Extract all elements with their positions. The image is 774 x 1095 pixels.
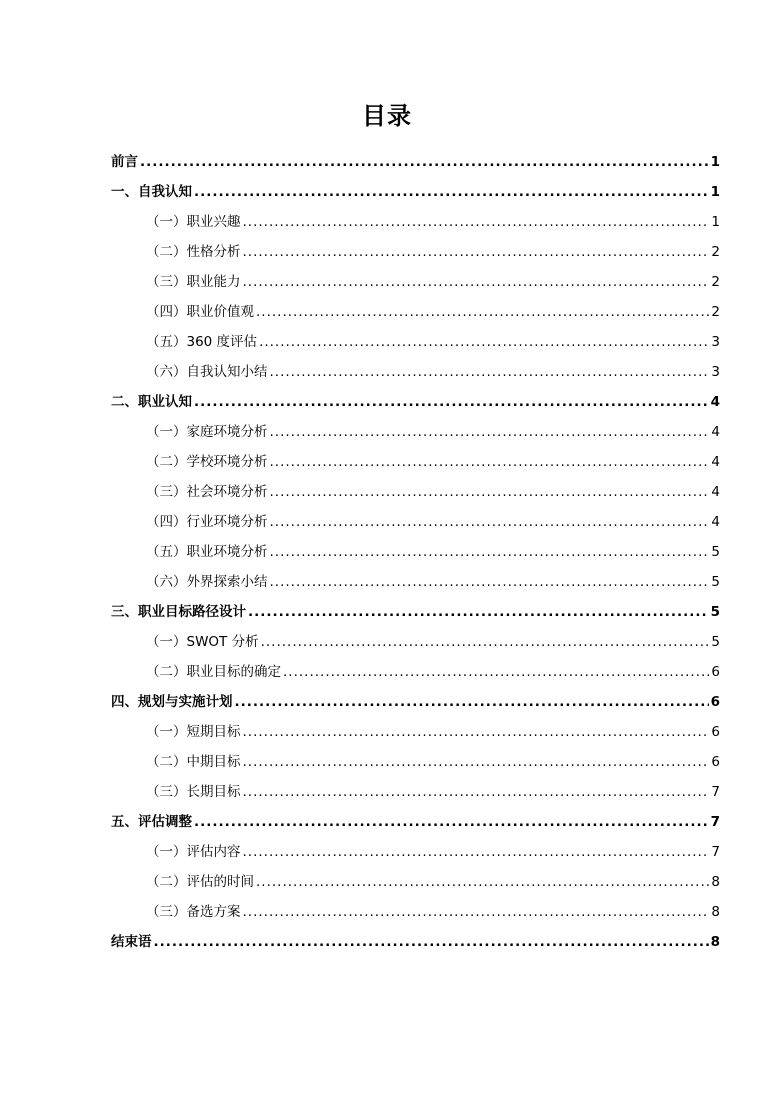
toc-subsection-entry[interactable]: [111, 862, 720, 892]
toc-entry-label: （四）职业价值观: [146, 304, 254, 320]
toc-entry-label: （一）短期目标: [146, 724, 241, 740]
toc-section-entry[interactable]: [111, 592, 720, 622]
toc-page-number: 7: [711, 844, 720, 860]
toc-subsection-entry[interactable]: [111, 622, 720, 652]
toc-subsection-entry[interactable]: [111, 652, 720, 682]
toc-subsection-entry[interactable]: [111, 292, 720, 322]
toc-entry-label: （一）SWOT 分析: [146, 634, 259, 650]
toc-entry-label: （二）中期目标: [146, 754, 241, 770]
toc-dot-leader: [261, 632, 710, 652]
toc-subsection-entry[interactable]: [111, 232, 720, 262]
toc-entry-label: 结束语: [111, 934, 152, 950]
toc-page-number: 1: [710, 184, 720, 200]
toc-page-number: 1: [710, 154, 720, 170]
toc-page-number: 8: [711, 904, 720, 920]
toc-page-number: 4: [711, 514, 720, 530]
toc-page-number: 4: [711, 454, 720, 470]
toc-page-number: 6: [711, 724, 720, 740]
toc-page-number: 6: [711, 754, 720, 770]
toc-dot-leader: [243, 212, 710, 232]
toc-entry-label: （二）学校环境分析: [146, 454, 268, 470]
toc-dot-leader: [154, 932, 709, 952]
toc-dot-leader: [270, 452, 710, 472]
toc-dot-leader: [270, 362, 710, 382]
toc-subsection-entry[interactable]: [111, 742, 720, 772]
toc-dot-leader: [243, 842, 710, 862]
toc-section-entry[interactable]: [111, 172, 720, 202]
toc-page-number: 4: [711, 484, 720, 500]
toc-entry-label: （二）评估的时间: [146, 874, 254, 890]
toc-dot-leader: [283, 662, 709, 682]
toc-page-number: 7: [710, 814, 720, 830]
toc-subsection-entry[interactable]: [111, 502, 720, 532]
toc-page-number: 3: [711, 334, 720, 350]
toc-page-number: 7: [711, 784, 720, 800]
toc-entry-label: （一）职业兴趣: [146, 214, 241, 230]
toc-dot-leader: [194, 812, 709, 832]
toc-section-entry[interactable]: [111, 802, 720, 832]
toc-page-number: 2: [711, 304, 720, 320]
toc-dot-leader: [194, 182, 709, 202]
toc-subsection-entry[interactable]: [111, 532, 720, 562]
toc-dot-leader: [270, 512, 710, 532]
toc-subsection-entry[interactable]: [111, 412, 720, 442]
toc-dot-leader: [235, 692, 709, 712]
toc-dot-leader: [243, 722, 710, 742]
toc-entry-label: （五）360 度评估: [146, 334, 258, 350]
toc-subsection-entry[interactable]: [111, 442, 720, 472]
toc-entry-label: （一）家庭环境分析: [146, 424, 268, 440]
toc-section-entry[interactable]: [111, 142, 720, 172]
toc-entry-label: （六）自我认知小结: [146, 364, 268, 380]
toc-entry-label: （三）社会环境分析: [146, 484, 268, 500]
toc-dot-leader: [248, 602, 709, 622]
toc-dot-leader: [194, 392, 709, 412]
toc-entry-label: （二）职业目标的确定: [146, 664, 281, 680]
toc-entry-label: （二）性格分析: [146, 244, 241, 260]
toc-page-number: 4: [711, 424, 720, 440]
toc-page-number: 1: [711, 214, 720, 230]
toc-page-number: 5: [711, 574, 720, 590]
toc-subsection-entry[interactable]: [111, 352, 720, 382]
toc-subsection-entry[interactable]: [111, 772, 720, 802]
toc-subsection-entry[interactable]: [111, 202, 720, 232]
toc-entry-label: 五、评估调整: [111, 814, 192, 830]
toc-page-number: 4: [710, 394, 720, 410]
toc-title: 目录: [362, 102, 412, 130]
toc-page-number: 5: [710, 604, 720, 620]
toc-entry-label: 三、职业目标路径设计: [111, 604, 246, 620]
toc-page-number: 6: [710, 694, 720, 710]
toc-dot-leader: [270, 572, 710, 592]
toc-dot-leader: [243, 902, 710, 922]
toc-dot-leader: [243, 752, 710, 772]
toc-dot-leader: [243, 242, 710, 262]
toc-dot-leader: [256, 872, 709, 892]
toc-dot-leader: [270, 542, 710, 562]
toc-dot-leader: [140, 152, 709, 172]
toc-entry-label: （三）长期目标: [146, 784, 241, 800]
toc-dot-leader: [270, 422, 710, 442]
toc-dot-leader: [256, 302, 709, 322]
toc-page-number: 5: [711, 544, 720, 560]
toc-dot-leader: [259, 332, 709, 352]
toc-subsection-entry[interactable]: [111, 892, 720, 922]
toc-subsection-entry[interactable]: [111, 562, 720, 592]
toc-entry-label: （五）职业环境分析: [146, 544, 268, 560]
toc-entry-label: （六）外界探索小结: [146, 574, 268, 590]
toc-entry-label: （四）行业环境分析: [146, 514, 268, 530]
toc-dot-leader: [243, 782, 710, 802]
toc-entry-label: 前言: [111, 154, 138, 170]
toc-page-number: 2: [711, 244, 720, 260]
toc-subsection-entry[interactable]: [111, 322, 720, 352]
toc-entry-label: 二、职业认知: [111, 394, 192, 410]
toc-entry-label: （一）评估内容: [146, 844, 241, 860]
toc-section-entry[interactable]: [111, 922, 720, 952]
toc-entry-label: 四、规划与实施计划: [111, 694, 233, 710]
toc-subsection-entry[interactable]: [111, 832, 720, 862]
toc-section-entry[interactable]: [111, 382, 720, 412]
toc-page-number: 3: [711, 364, 720, 380]
toc-entry-label: （三）备选方案: [146, 904, 241, 920]
toc-subsection-entry[interactable]: [111, 262, 720, 292]
toc-entry-label: 一、自我认知: [111, 184, 192, 200]
toc-subsection-entry[interactable]: [111, 712, 720, 742]
toc-page-number: 8: [711, 874, 720, 890]
toc-dot-leader: [243, 272, 710, 292]
toc-page-number: 8: [710, 934, 720, 950]
toc-page-number: 6: [711, 664, 720, 680]
toc-dot-leader: [270, 482, 710, 502]
toc-entry-label: （三）职业能力: [146, 274, 241, 290]
toc-subsection-entry[interactable]: [111, 472, 720, 502]
table-of-contents: [111, 142, 720, 952]
toc-page-number: 2: [711, 274, 720, 290]
toc-page-number: 5: [711, 634, 720, 650]
toc-section-entry[interactable]: [111, 682, 720, 712]
